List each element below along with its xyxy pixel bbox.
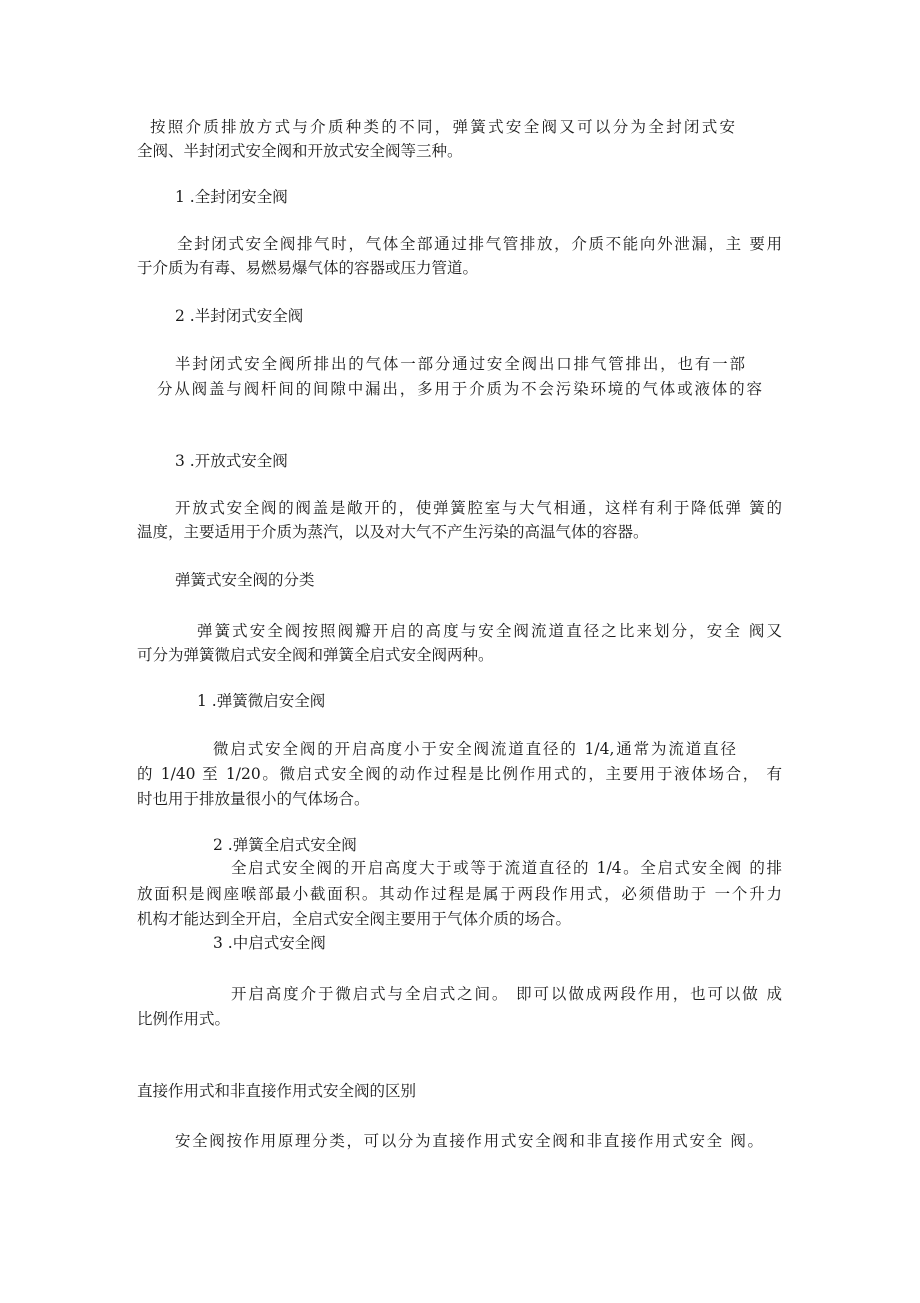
- section-heading: 3 .中启式安全阀: [213, 934, 326, 952]
- paragraph-line: 开放式安全阀的阀盖是敞开的，使弹簧腔室与大气相通，这样有利于降低弹 簧的: [175, 499, 782, 517]
- paragraph-line: 比例作用式。: [137, 1010, 231, 1028]
- paragraph-line: 微启式安全阀的开启高度小于安全阀流道直径的 1/4,通常为流道直径: [213, 740, 736, 758]
- paragraph-line: 安全阀按作用原理分类，可以分为直接作用式安全阀和非直接作用式安全 阀。: [175, 1132, 763, 1150]
- paragraph-line: 时也用于排放量很小的气体场合。: [137, 790, 370, 808]
- section-heading: 1 .全封闭安全阀: [175, 188, 288, 206]
- paragraph-line: 全阀、半封闭式安全阀和开放式安全阀等三种。: [137, 142, 463, 160]
- paragraph-line: 开启高度介于微启式与全启式之间。 即可以做成两段作用，也可以做 成: [231, 985, 782, 1003]
- section-heading: 2 .半封闭式安全阀: [175, 307, 304, 325]
- paragraph-line: 机构才能达到全开启，全启式安全阀主要用于气体介质的场合。: [137, 910, 572, 928]
- paragraph-line: 全封闭式安全阀排气时，气体全部通过排气管排放，介质不能向外泄漏，主 要用: [177, 235, 782, 253]
- section-heading: 直接作用式和非直接作用式安全阀的区别: [137, 1082, 417, 1100]
- paragraph-line: 按照介质排放方式与介质种类的不同，弹簧式安全阀又可以分为全封闭式安: [150, 118, 735, 136]
- section-heading: 2 .弹簧全启式安全阀: [213, 836, 357, 854]
- paragraph-line: 的 1/40 至 1/20。微启式安全阀的动作过程是比例作用式的，主要用于液体场合， 有: [137, 765, 782, 783]
- paragraph-line: 温度，主要适用于介质为蒸汽，以及对大气不产生污染的高温气体的容器。: [137, 523, 649, 541]
- section-heading: 1 .弹簧微启安全阀: [197, 692, 326, 710]
- section-heading: 弹簧式安全阀的分类: [175, 571, 315, 589]
- paragraph-line: 分从阀盖与阀杆间的间隙中漏出，多用于介质为不会污染环境的气体或液体的容: [157, 380, 762, 398]
- paragraph-line: 可分为弹簧微启式安全阀和弹簧全启式安全阀两种。: [137, 646, 494, 664]
- section-heading: 3 .开放式安全阀: [175, 452, 288, 470]
- paragraph-line: 半封闭式安全阀所排出的气体一部分通过安全阀出口排气管排出，也有一部: [175, 355, 745, 373]
- paragraph-line: 弹簧式安全阀按照阀瓣开启的高度与安全阀流道直径之比来划分，安全 阀又: [197, 622, 782, 640]
- paragraph-line: 放面积是阀座喉部最小截面积。其动作过程是属于两段作用式，必须借助于 一个升力: [137, 885, 782, 903]
- paragraph-line: 于介质为有毒、易燃易爆气体的容器或压力管道。: [137, 259, 479, 277]
- paragraph-line: 全启式安全阀的开启高度大于或等于流道直径的 1/4。全启式安全阀 的排: [231, 859, 782, 877]
